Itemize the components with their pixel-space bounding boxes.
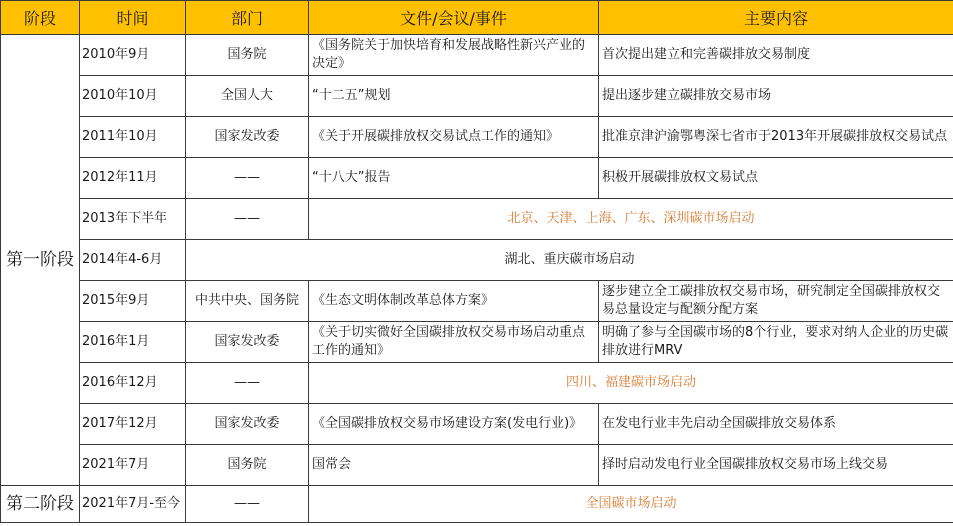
stage-cell-first: 第一阶段 [1, 35, 80, 486]
content-cell: 明确了参与全国碳市场的8个行业，要求对纳人企业的历史碳排放进行MRV [599, 322, 953, 363]
department-cell: 国家发改委 [186, 322, 309, 363]
table-row [1, 445, 953, 486]
time-cell: 2017年12月 [80, 404, 186, 445]
header-document: 文件/会议/事件 [309, 1, 599, 35]
time-cell: 2015年9月 [80, 281, 186, 322]
department-cell: 全国人大 [186, 76, 309, 117]
merged-event-cell: 全国碳市场启动 [309, 486, 953, 523]
merged-event-cell: 北京、天津、上海、广东、深圳碳市场启动 [309, 199, 953, 240]
time-cell: 2014年4-6月 [80, 240, 186, 281]
department-cell: —— [186, 363, 309, 404]
document-cell: 《国务院关于加快培育和发展战略性新兴产业的决定》 [309, 35, 599, 76]
table-row [1, 281, 953, 322]
table-row [1, 199, 953, 240]
document-cell: 国常会 [309, 445, 599, 486]
time-cell: 2011年10月 [80, 117, 186, 158]
content-cell: 择时启动发电行业全国碳排放权交易市场上线交易 [599, 445, 953, 486]
table-row [1, 117, 953, 158]
content-cell: 批准京津沪渝鄂粤深七省市于2013年开展碳排放权交易试点 [599, 117, 953, 158]
table-row [1, 404, 953, 445]
time-cell: 2016年1月 [80, 322, 186, 363]
table-row [1, 240, 953, 281]
table-row [1, 322, 953, 363]
header-time: 时间 [80, 1, 186, 35]
content-cell: 积极开展碳排放权文易试点 [599, 158, 953, 199]
content-cell: 首次提出建立和完善碳排放交易制度 [599, 35, 953, 76]
department-cell: 国家发改委 [186, 117, 309, 158]
department-cell: —— [186, 486, 309, 523]
document-cell: “十八大”报告 [309, 158, 599, 199]
header-stage: 阶段 [1, 1, 80, 35]
content-cell: 提出逐步建立碳排放交易市场 [599, 76, 953, 117]
header-main-content: 主要内容 [599, 1, 953, 35]
stage-cell-second: 第二阶段 [1, 486, 80, 523]
time-cell: 2010年10月 [80, 76, 186, 117]
merged-event-cell: 四川、福建碳市场启动 [309, 363, 953, 404]
department-cell: 国务院 [186, 35, 309, 76]
department-cell: 中共中央、国务院 [186, 281, 309, 322]
document-cell: 《关于开展碳排放权交易试点工作的通知》 [309, 117, 599, 158]
time-cell: 2021年7月-至今 [80, 486, 186, 523]
department-cell: —— [186, 199, 309, 240]
header-department: 部门 [186, 1, 309, 35]
time-cell: 2010年9月 [80, 35, 186, 76]
document-cell: 《关于切实微好全国碳排放权交易市场启动重点工作的通知》 [309, 322, 599, 363]
document-cell: 《生态文明体制改革总体方案》 [309, 281, 599, 322]
time-cell: 2012年11月 [80, 158, 186, 199]
content-cell: 逐步建立全工碳排放权交易市场，研究制定全国碳排放权交易总量设定与配额分配方案 [599, 281, 953, 322]
document-cell: “十二五”规划 [309, 76, 599, 117]
department-cell: 国务院 [186, 445, 309, 486]
content-cell: 在发电行业丰先启动全国碳排放交易体系 [599, 404, 953, 445]
table-row [1, 35, 953, 76]
table-row [1, 158, 953, 199]
department-cell: —— [186, 158, 309, 199]
time-cell: 2016年12月 [80, 363, 186, 404]
table-row [1, 76, 953, 117]
time-cell: 2021年7月 [80, 445, 186, 486]
header-row [1, 1, 953, 35]
time-cell: 2013年下半年 [80, 199, 186, 240]
table-row [1, 363, 953, 404]
merged-event-cell: 湖北、重庆碳市场启动 [186, 240, 953, 281]
table-row [1, 486, 953, 523]
department-cell: 国家发改委 [186, 404, 309, 445]
document-cell: 《全国碳排放权交易市场建设方案(发电行业)》 [309, 404, 599, 445]
